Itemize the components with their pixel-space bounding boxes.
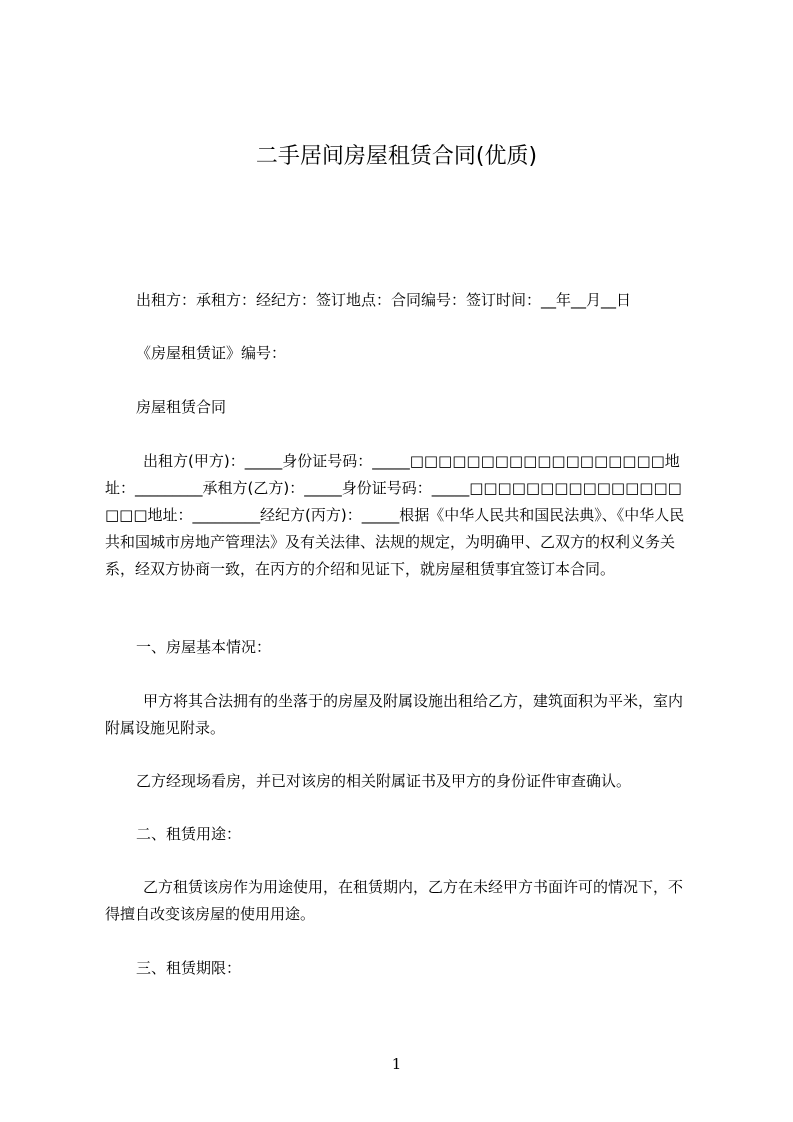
section-1-paragraph-1: 甲方将其合法拥有的坐落于的房屋及附属设施出租给乙方，建筑面积为平米，室内附属设施见附录。 [105,692,684,737]
page-number: 1 [391,1055,402,1073]
parties-detail-paragraph: 出租方(甲方)：_____身份证号码：_____□□□□□□□□□□□□□□□□□□地址：_________承租方(乙方)：_____身份证号码：_____□□□□□□□□□□□□□□□□□□地址：_________经纪方(丙方)：_____根据《中华人民共和国民法典》、《中华人民共和国城市房地产管理法》及有关法律、法规的规定，为明确甲、乙双方的权利义务关系，经双方协商一致，在丙方的介绍和见证下，就房屋租赁事宜签订本合同。 [105,452,685,578]
certificate-number-label: 《房屋租赁证》编号： [136,344,287,362]
section-2-paragraph-1: 乙方租赁该房作为用途使用，在租赁期内，乙方在未经甲方书面许可的情况下，不得擅自改变该房屋的使用用途。 [105,878,684,923]
document-title: 二手居间房屋租赁合同(优质) [255,144,538,169]
parties-line: 出租方：承租方：经纪方：签订地点：合同编号：签订时间：__年__月__日 [136,291,632,309]
section-1-heading: 一、房屋基本情况： [136,638,272,656]
section-2-heading: 二、租赁用途： [136,825,242,843]
section-1-paragraph-2: 乙方经现场看房，并已对该房的相关附属证书及甲方的身份证件审查确认。 [136,772,632,790]
section-3-heading: 三、租赁期限： [136,959,242,977]
contract-label: 房屋租赁合同 [136,398,227,416]
